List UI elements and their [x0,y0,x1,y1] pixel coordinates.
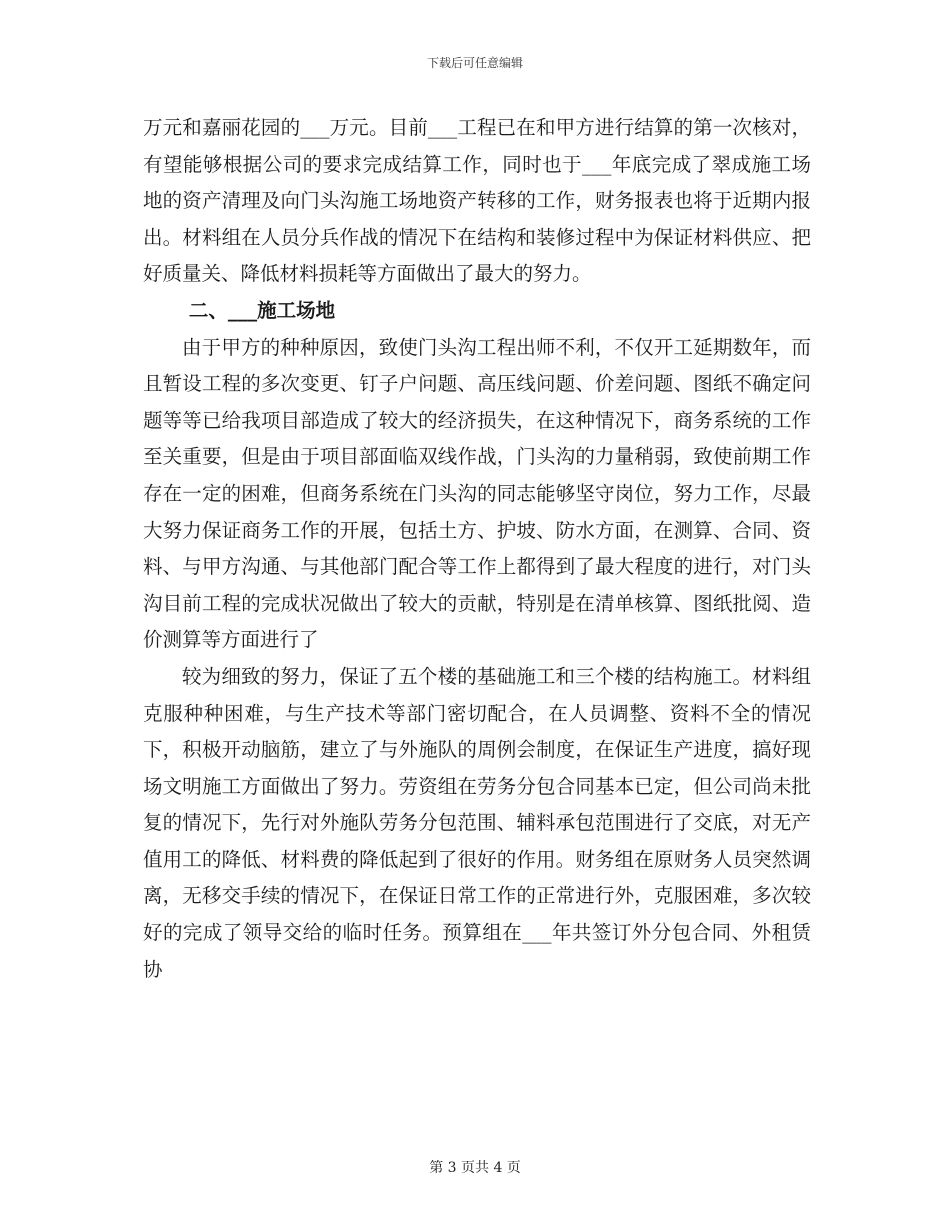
page-header: 下载后可任意编辑 [426,56,523,70]
paragraph-1: 万元和嘉丽花园的___万元。目前___工程已在和甲方进行结算的第一次核对，有望能够根据公司的要求完成结算工作，同时也于___年底完成了翠成施工场地的资产清理及向门头沟施工场地资产转移的工作，财务报表也将于近期内报出。材料组在人员分兵作战的情况下在结构和装修过程中为保证材料供应、把好质量关、降低材料损耗等方面做出了最大的努力。 [143,116,811,286]
document-body [143,110,811,988]
page-number: 第 3 页共 4 页 [429,1160,521,1176]
paragraph-3: 较为细致的努力，保证了五个楼的基础施工和三个楼的结构施工。材料组克服种种困难，与生产技术等部门密切配合，在人员调整、资料不全的情况下，积极开动脑筋，建立了与外施队的周例会制度，在保证生产进度，搞好现场文明施工方面做出了努力。劳资组在劳务分包合同基本已定，但公司尚未批复的情况下，先行对外施队劳务分包范围、辅料承包范围进行了交底，对无产值用工的降低、材料费的降低起到了很好的作用。财务组在原财务人员突然调离，无移交手续的情况下，在保证日常工作的正常进行外，克服困难，多次较好的完成了领导交给的临时任务。预算组在___年共签订外分包合同、外租赁协 [143,664,811,981]
paragraph-2: 由于甲方的种种原因，致使门头沟工程出师不利，不仅开工延期数年，而且暂设工程的多次变更、钉子户问题、高压线问题、价差问题、图纸不确定问题等等已给我项目部造成了较大的经济损失，在这种情况下，商务系统的工作至关重要，但是由于项目部面临双线作战，门头沟的力量稍弱，致使前期工作存在一定的困难，但商务系统在门头沟的同志能够坚守岗位，努力工作，尽最大努力保证商务工作的开展，包括土方、护坡、防水方面，在测算、合同、资料、与甲方沟通、与其他部门配合等工作上都得到了最大程度的进行，对门头沟目前工程的完成状况做出了较大的贡献，特别是在清单核算、图纸批阅、造价测算等方面进行了 [143,335,811,652]
section-heading: 二、___施工场地 [188,298,336,322]
